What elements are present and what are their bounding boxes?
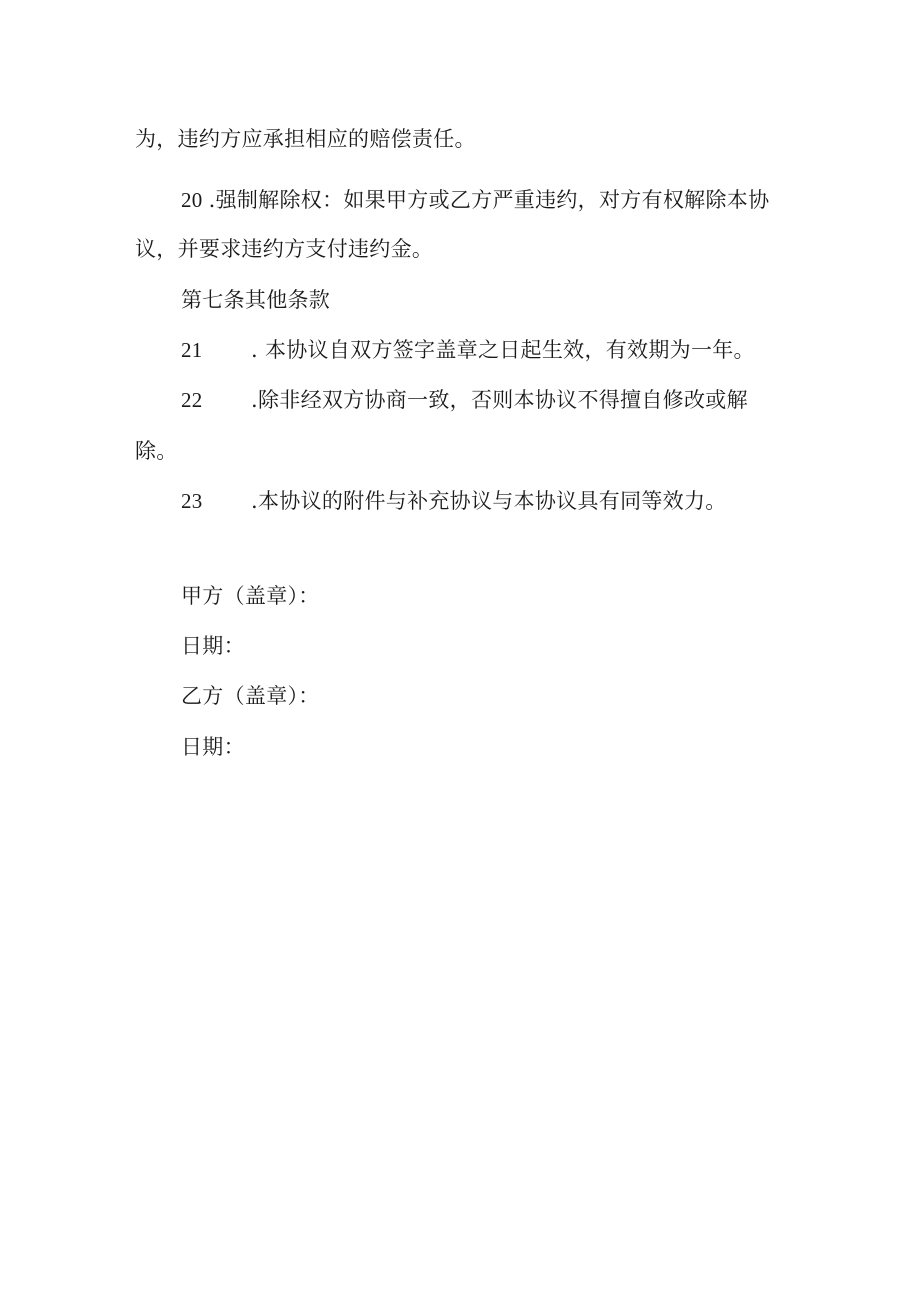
clause-number: 20	[181, 188, 203, 212]
clause-22	[181, 386, 748, 414]
clause-text: .本协议的附件与补充协议与本协议具有同等效力。	[251, 489, 727, 513]
clause-text: . 本协议自双方签字盖章之日起生效，有效期为一年。	[251, 338, 755, 362]
clause-21	[181, 336, 755, 364]
clause-20-continuation: 议，并要求违约方支付违约金。	[135, 237, 434, 261]
signature-date-a: 日期：	[181, 634, 245, 658]
clause-23	[181, 487, 727, 515]
clause-number: 23	[181, 489, 203, 513]
clause-22-continuation: 除。	[135, 439, 178, 463]
clause-20	[181, 186, 769, 214]
clause-number: 21	[181, 338, 203, 362]
clause-text: .强制解除权：如果甲方或乙方严重违约，对方有权解除本协	[208, 188, 770, 212]
signature-party-b: 乙方（盖章）：	[181, 684, 320, 708]
signature-date-b: 日期：	[181, 735, 245, 759]
article-heading: 第七条其他条款	[181, 288, 331, 312]
clause-text: .除非经双方协商一致，否则本协议不得擅自修改或解	[251, 388, 748, 412]
signature-party-a: 甲方（盖章）：	[181, 584, 320, 608]
clause-number: 22	[181, 388, 203, 412]
clause-19-continuation: 为，违约方应承担相应的赔偿责任。	[135, 127, 476, 151]
